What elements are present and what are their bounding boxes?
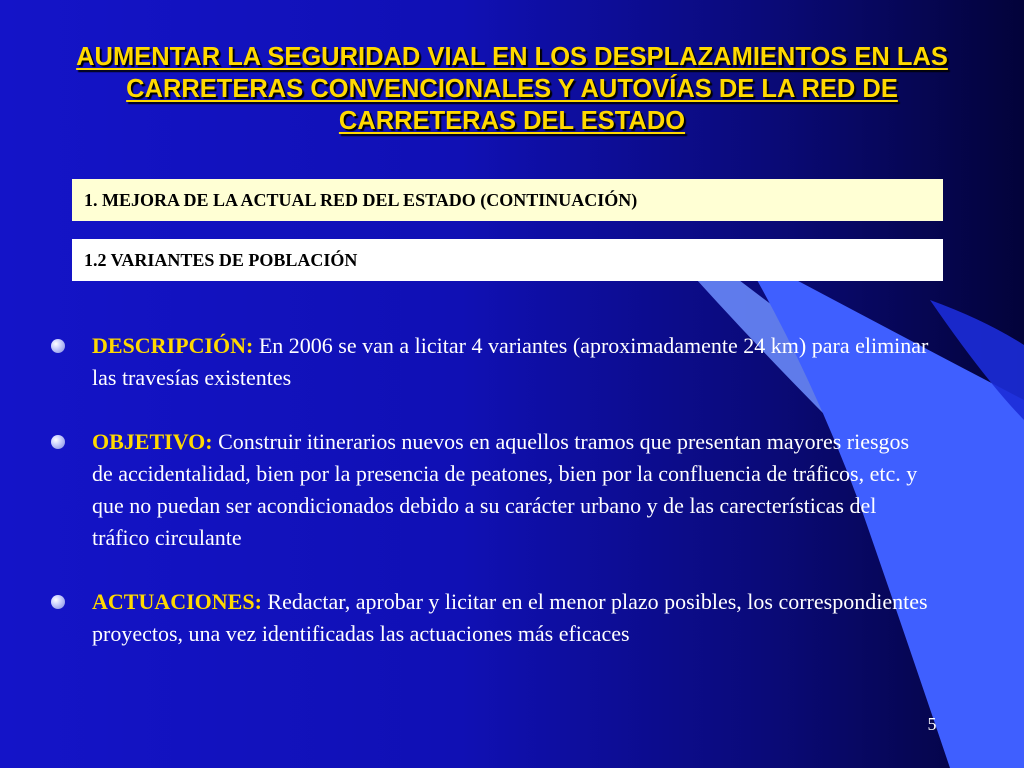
bullet-descripcion	[50, 330, 930, 394]
bullet-list	[50, 330, 930, 682]
section-box-text: 1. MEJORA DE LA ACTUAL RED DEL ESTADO (CONTINUACIÓN)	[84, 189, 638, 210]
subsection-box-text: 1.2 VARIANTES DE POBLACIÓN	[84, 249, 358, 270]
bullet-label: OBJETIVO:	[92, 429, 213, 454]
bullet-actuaciones	[50, 586, 930, 650]
subsection-box	[72, 239, 943, 281]
bullet-dot-icon	[51, 435, 65, 449]
bullet-dot-icon	[51, 595, 65, 609]
bullet-label: ACTUACIONES:	[92, 589, 262, 614]
page-number: 5	[927, 714, 937, 734]
bullet-dot-icon	[51, 339, 65, 353]
bullet-text: Construir itinerarios nuevos en aquellos tramos que presentan mayores riesgos de accidentalidad, bien por la presencia de peatones, bien por la confluencia de tráficos, etc. y que no puedan ser acondicionados debido a su carácter urbano y de las carecterísticas del tráfico circulante	[92, 429, 918, 550]
bullet-objetivo	[50, 426, 930, 554]
slide-title: AUMENTAR LA SEGURIDAD VIAL EN LOS DESPLAZAMIENTOS EN LAS CARRETERAS CONVENCIONALES Y AUTOVÍAS DE LA RED DE CARRETERAS DEL ESTADO	[76, 43, 948, 135]
bullet-text: En 2006 se van a licitar 4 variantes (aproximadamente 24 km) para eliminar las travesías existentes	[92, 333, 929, 390]
section-box	[72, 179, 943, 221]
bullet-text: Redactar, aprobar y licitar en el menor plazo posibles, los correspondientes proyectos, una vez identificadas las actuaciones más eficaces	[92, 589, 928, 646]
bullet-label: DESCRIPCIÓN:	[92, 333, 254, 358]
